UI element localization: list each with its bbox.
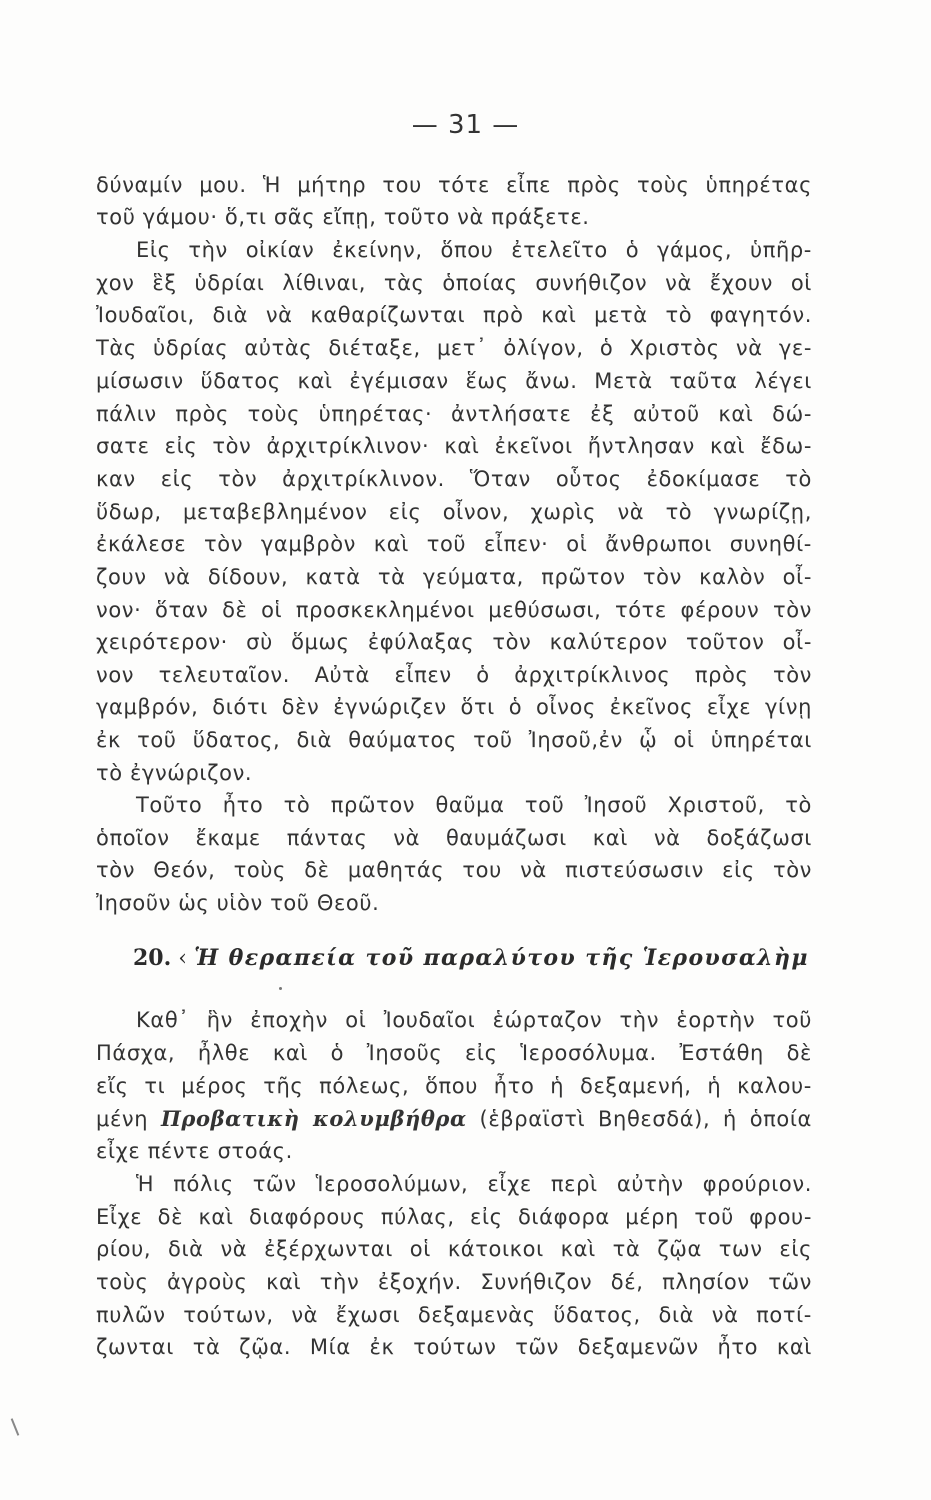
text-line: χον ἓξ ὑδρίαι λίθιναι, τὰς ὁποίας συνήθιζον νὰ ἔχουν οἱ [96, 271, 812, 295]
ink-dot [279, 987, 282, 990]
text-fragment: μένη [96, 1107, 161, 1131]
text-line: γαμβρόν, διότι δὲν ἐγνώριζεν ὅτι ὁ οἶνος ἐκεῖνος εἶχε γίνῃ [96, 695, 812, 719]
section-number: 20. [133, 945, 172, 971]
text-line: Ἡ πόλις τῶν Ἱεροσολύμων, εἶχε περὶ αὐτὴν φρούριον. [136, 1172, 812, 1196]
text-line: καν εἰς τὸν ἀρχιτρίκλινον. Ὅταν οὗτος ἐδοκίμασε τὸ [96, 467, 812, 491]
text-line: εἶχε πέντε στοάς. [96, 1139, 293, 1163]
text-line: δύναμίν μου. Ἡ μήτηρ του τότε εἶπε πρὸς τοὺς ὑπηρέτας [96, 173, 812, 197]
text-line: τοῦ γάμου· ὅ,τι σᾶς εἴπῃ, τοῦτο νὰ πράξετε. [96, 205, 590, 229]
text-line: ζουν νὰ δίδουν, κατὰ τὰ γεύματα, πρῶτον τὸν καλὸν οἶ- [96, 565, 812, 589]
text-line: εἴς τι μέρος τῆς πόλεως, ὅπου ἦτο ἡ δεξαμενή, ἡ καλου- [96, 1074, 812, 1098]
text-line: Τοῦτο ἦτο τὸ πρῶτον θαῦμα τοῦ Ἰησοῦ Χριστοῦ, τὸ [136, 793, 812, 817]
text-line: τοὺς ἀγροὺς καὶ τὴν ἐξοχήν. Συνήθιζον δέ, πλησίον τῶν [96, 1270, 812, 1294]
text-line-with-term [96, 1102, 812, 1136]
text-line: Ἰησοῦν ὡς υἱὸν τοῦ Θεοῦ. [96, 891, 380, 915]
text-line: πυλῶν τούτων, νὰ ἔχωσι δεξαμενὰς ὕδατος, διὰ νὰ ποτί- [96, 1303, 812, 1327]
text-line: χειρότερον· σὺ ὅμως ἐφύλαξας τὸν καλύτερον τοῦτον οἶ- [96, 630, 812, 654]
text-line: τὸν Θεόν, τοὺς δὲ μαθητάς του νὰ πιστεύσωσιν εἰς τὸν [96, 858, 812, 882]
text-line: Καθ᾽ ἣν ἐποχὴν οἱ Ἰουδαῖοι ἑώρταζον τὴν ἑορτὴν τοῦ [136, 1008, 812, 1032]
text-line: ὁποῖον ἔκαμε πάντας νὰ θαυμάζωσι καὶ νὰ δοξάζωσι [96, 826, 812, 850]
text-line: ρίου, διὰ νὰ ἐξέρχωνται οἱ κάτοικοι καὶ τὰ ζῷα των εἰς [96, 1237, 812, 1261]
place-name-italic: Προβατικὴ κολυμβήθρα [160, 1106, 467, 1131]
text-line: σατε εἰς τὸν ἀρχιτρίκλινον· καὶ ἐκεῖνοι ἤντλησαν καὶ ἔδω- [96, 434, 812, 458]
text-line: ὕδωρ, μεταβεβλημένον εἰς οἶνον, χωρὶς νὰ τὸ γνωρίζῃ, [96, 500, 812, 524]
heading-mark: ‹ [178, 946, 188, 971]
text-line: μίσωσιν ὕδατος καὶ ἐγέμισαν ἕως ἄνω. Μετὰ ταῦτα λέγει [96, 369, 812, 393]
section-heading [133, 938, 809, 978]
text-line: τὸ ἐγνώριζον. [96, 761, 253, 785]
section-title: Ἡ θεραπεία τοῦ παραλύτου τῆς Ἱερουσαλὴμ [194, 945, 809, 971]
text-line: ἐκάλεσε τὸν γαμβρὸν καὶ τοῦ εἶπεν· οἱ ἄνθρωποι συνηθί- [96, 532, 812, 556]
text-line: ζωνται τὰ ζῷα. Μία ἐκ τούτων τῶν δεξαμενῶν ἦτο καὶ [96, 1335, 812, 1359]
margin-mark [11, 1418, 20, 1435]
text-line: Πάσχα, ἦλθε καὶ ὁ Ἰησοῦς εἰς Ἱεροσόλυμα. Ἐστάθη δὲ [96, 1041, 812, 1065]
text-line: Εἰς τὴν οἰκίαν ἐκείνην, ὅπου ἐτελεῖτο ὁ γάμος, ὑπῆρ- [136, 238, 812, 262]
text-line: ἐκ τοῦ ὕδατος, διὰ θαύματος τοῦ Ἰησοῦ,ἐν ᾧ οἱ ὑπηρέται [96, 728, 812, 752]
text-line: Τὰς ὑδρίας αὐτὰς διέταξε, μετ᾽ ὀλίγον, ὁ Χριστὸς νὰ γε- [96, 336, 812, 360]
text-fragment: (ἑβραϊστὶ Βηθεσδά), ἡ ὁποία [466, 1107, 812, 1131]
text-line: πάλιν πρὸς τοὺς ὑπηρέτας· ἀντλήσατε ἐξ αὐτοῦ καὶ δώ- [96, 402, 812, 426]
text-line: νον· ὅταν δὲ οἱ προσκεκλημένοι μεθύσωσι, τότε φέρουν τὸν [96, 598, 812, 622]
page-number: — 31 — [411, 110, 520, 140]
text-line: Ἰουδαῖοι, διὰ νὰ καθαρίζωνται πρὸ καὶ μετὰ τὸ φαγητόν. [96, 303, 812, 327]
text-line: νον τελευταῖον. Αὐτὰ εἶπεν ὁ ἀρχιτρίκλινος πρὸς τὸν [96, 663, 812, 687]
text-line: Εἶχε δὲ καὶ διαφόρους πύλας, εἰς διάφορα μέρη τοῦ φρου- [96, 1205, 812, 1229]
